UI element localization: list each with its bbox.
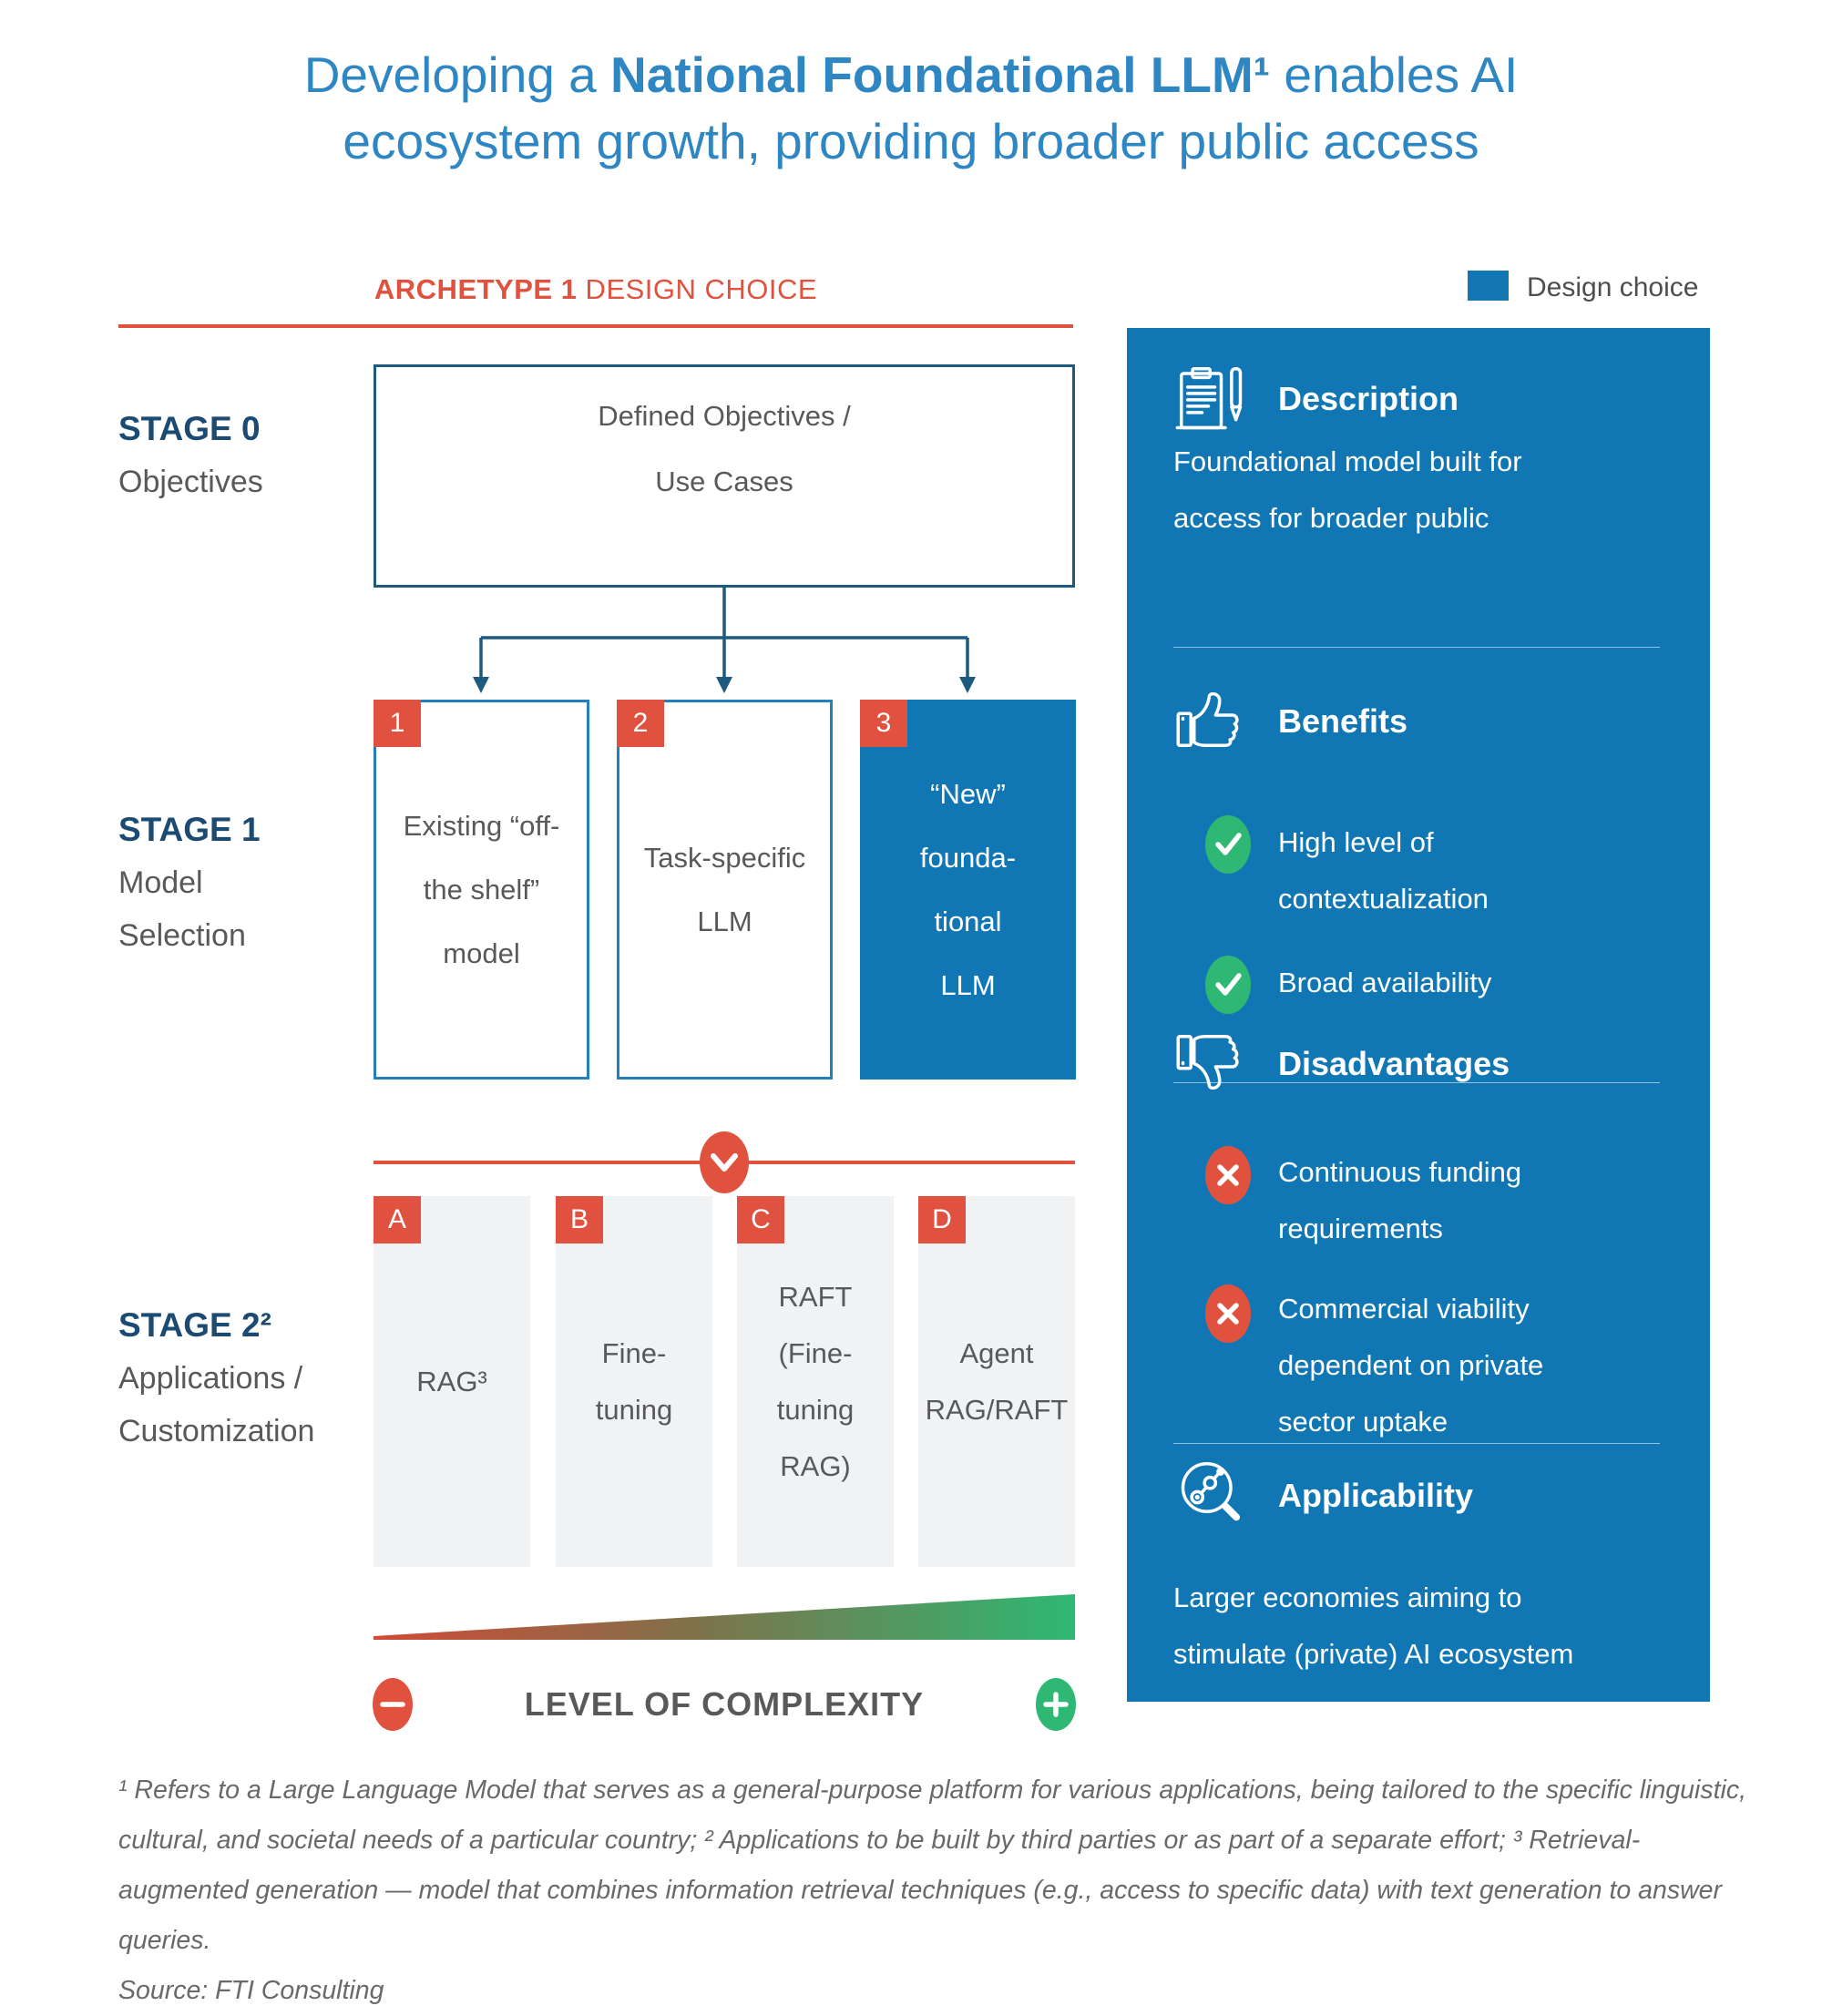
applicability-heading: Applicability [1278,1477,1474,1514]
design-choice-panel [1127,328,1710,1702]
option-1-label: model [443,936,520,969]
model-option-2-box [617,700,833,1080]
application-a-label: RAG³ [416,1365,487,1397]
application-c-letter-badge: C [737,1196,784,1243]
stage-2-name: STAGE 2² [118,1306,271,1344]
application-c-label: RAFT [778,1280,853,1313]
application-b-letter-badge: B [556,1196,603,1243]
benefits-heading: Benefits [1278,702,1408,740]
option-1-label: the shelf” [423,873,540,906]
description-body-line: Foundational model built for [1173,445,1522,477]
archetype-rule [118,324,1073,328]
benefit-item-line: Broad availability [1278,967,1492,998]
footnote [118,1765,1749,2016]
application-d-label: Agent [959,1336,1034,1369]
option-2-number-badge: 2 [617,700,664,747]
disadvantage-item-line: dependent on private [1278,1349,1544,1381]
application-d-label: RAG/RAFT [925,1393,1069,1426]
stage-1-caption: Selection [118,918,246,953]
option-3-label: founda- [919,841,1017,874]
clipboard-pen-icon [1173,361,1250,437]
application-box-b [556,1196,712,1567]
option-3-label: LLM [940,968,996,1001]
option-3-label: “New” [930,777,1006,810]
option-3-number-badge: 3 [860,700,907,747]
objectives-box [374,364,1075,588]
stage-2-label [118,1299,314,1458]
archetype-heading-rest: DESIGN CHOICE [577,273,818,305]
application-b-label: Fine- [601,1336,667,1369]
disadvantage-item-line: Commercial viability [1278,1293,1530,1325]
benefit-item-line: High level of [1278,826,1434,858]
applicability-body [1173,1570,1647,1683]
stage-0-name: STAGE 0 [118,410,261,447]
x-icon [1204,1284,1252,1344]
benefit-item-line: contextualization [1278,883,1489,915]
applicability-body-line: stimulate (private) AI ecosystem [1173,1638,1574,1670]
source-line: Source: FTI Consulting [118,1976,384,2005]
disadvantage-item-line: Continuous funding [1278,1156,1522,1188]
application-c-label: tuning [776,1393,855,1426]
disadvantage-item-line: requirements [1278,1213,1443,1244]
stage-0-caption: Objectives [118,465,263,499]
stage-2-caption: Applications / [118,1361,303,1396]
application-c-label: RAG) [780,1449,851,1482]
benefit-item [1278,814,1624,927]
stage-1-label [118,803,261,962]
application-d-letter-badge: D [918,1196,966,1243]
design-choice-label: Design choice [1527,272,1699,302]
stage-2-caption: Customization [118,1414,315,1448]
check-icon [1204,955,1252,1015]
application-a-letter-badge: A [374,1196,421,1243]
application-box-c [737,1196,894,1567]
complexity-label: LEVEL OF COMPLEXITY [524,1685,925,1723]
disadvantage-item-line: sector uptake [1278,1406,1448,1438]
panel-divider [1173,1443,1660,1444]
application-c-label: (Fine- [778,1336,853,1369]
archetype-heading [118,273,1073,306]
option-1-label: Existing “off- [403,809,560,842]
option-2-label: LLM [697,905,752,937]
panel-divider [1173,647,1660,648]
footnote-text: ¹ Refers to a Large Language Model that serves as a general-purpose platform for various applications, being tailored to the specific linguistic, cultural, and societal needs of a particular country; ² Applications to be built by third parties or as part of a separate effort; ³ Retrieval-augmented generation — model that combines information retrieval techniques (e.g., access to specific data) with text generation to answer queries. [118,1776,1746,1955]
model-option-3-box-selected [860,700,1076,1080]
page-title [0,42,1822,174]
thumbs-up-icon [1173,683,1250,760]
stage-1-caption: Model [118,865,203,900]
branch-arrows [364,586,1084,706]
magnifier-data-icon [1173,1454,1250,1534]
objectives-box-line: Use Cases [655,465,793,497]
x-icon [1204,1145,1252,1205]
benefit-item [1278,955,1624,1011]
disadvantage-item [1278,1281,1624,1450]
stage-0-label [118,403,263,508]
title-segment-bold: National Foundational LLM¹ [610,46,1271,103]
option-2-label: Task-specific [643,841,806,874]
application-box-a [374,1196,530,1567]
application-b-label: tuning [595,1393,673,1426]
complexity-gradient-wedge [374,1592,1075,1640]
application-box-d [918,1196,1075,1567]
objectives-box-line: Defined Objectives / [598,399,851,432]
stage-1-name: STAGE 1 [118,811,261,848]
thumbs-down-icon [1173,1020,1250,1100]
archetype-heading-bold: ARCHETYPE 1 [374,273,578,305]
title-segment-1: Developing a [303,46,611,103]
design-choice-swatch [1468,271,1509,301]
title-segment-3: enables AI ecosystem growth, providing broader public access [343,46,1519,169]
option-3-label: tional [934,905,1002,937]
model-option-1-box [374,700,589,1080]
option-1-number-badge: 1 [374,700,421,747]
disadvantage-item [1278,1144,1624,1257]
chevron-down-icon [698,1130,751,1195]
applicability-body-line: Larger economies aiming to [1173,1581,1522,1613]
disadvantages-heading: Disadvantages [1278,1045,1510,1082]
description-body-line: access for broader public [1173,502,1489,534]
check-icon [1204,814,1252,875]
plus-icon [1035,1677,1077,1732]
description-heading: Description [1278,380,1459,417]
description-body [1173,434,1629,547]
